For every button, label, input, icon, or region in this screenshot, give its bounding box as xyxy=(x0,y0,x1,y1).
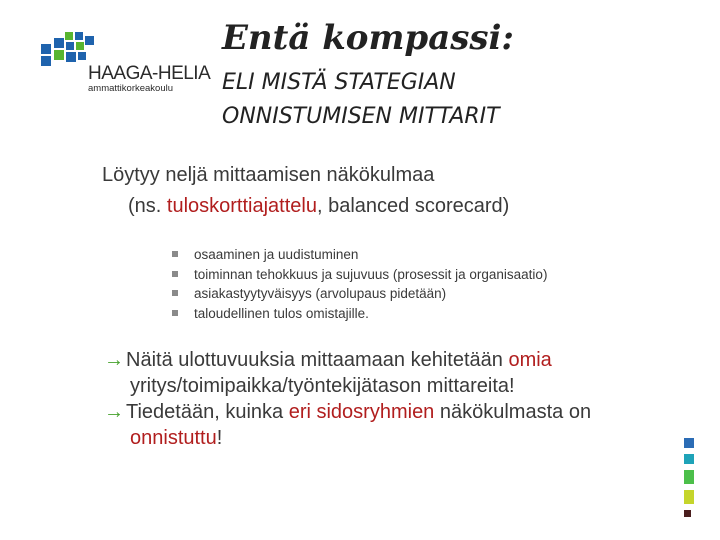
logo-name: HAAGA-HELIA xyxy=(88,63,211,84)
list-item xyxy=(172,284,547,304)
intro-text xyxy=(102,160,509,222)
square-bullet-icon xyxy=(172,290,178,296)
key-points xyxy=(104,347,591,451)
blue-square-icon xyxy=(684,438,694,448)
arrow-right-icon: → xyxy=(104,349,124,371)
list-item-text: osaaminen ja uudistuminen xyxy=(194,247,359,262)
list-item xyxy=(172,245,547,265)
intro-highlight: tuloskorttiajattelu xyxy=(166,195,317,217)
point-1-highlight: omia xyxy=(508,349,552,371)
list-item-text: asiakastyytyväisyys (arvolupaus pidetään) xyxy=(194,286,447,301)
slide-title: Entä kompassi: xyxy=(222,18,514,58)
intro-line-2 xyxy=(102,191,509,222)
list-item xyxy=(172,304,547,324)
scorecard-perspectives-list xyxy=(172,245,547,323)
point-2-text: Tiedetään, kuinka xyxy=(126,401,289,423)
square-bullet-icon xyxy=(172,310,178,316)
logo-mark-icon xyxy=(36,30,96,70)
green-square-icon xyxy=(684,470,694,484)
subtitle-line-1: ELI MISTÄ STATEGIAN xyxy=(222,70,456,95)
yellow-green-square-icon xyxy=(684,490,694,504)
square-bullet-icon xyxy=(172,251,178,257)
dark-square-icon xyxy=(684,510,691,517)
point-1 xyxy=(104,347,591,373)
list-item-text: toiminnan tehokkuus ja sujuvuus (prosessit ja organisaatio) xyxy=(194,266,548,282)
point-1-text: Näitä ulottuvuuksia mittaamaan kehitetään xyxy=(126,349,509,371)
point-2-text-end: näkökulmasta on xyxy=(434,401,592,423)
square-bullet-icon xyxy=(172,271,178,277)
teal-square-icon xyxy=(684,454,694,464)
subtitle-line-2: ONNISTUMISEN MITTARIT xyxy=(222,104,500,129)
point-1-continued: yritys/toimipaikka/työntekijätason mittareita! xyxy=(130,375,515,397)
slide-subtitle xyxy=(222,66,500,134)
point-2-continued xyxy=(104,425,591,451)
point-2-exclamation: ! xyxy=(216,427,223,449)
arrow-right-icon: → xyxy=(104,401,124,423)
point-2-highlight-2: onnistuttu xyxy=(130,427,217,449)
list-item xyxy=(172,265,547,285)
haaga-helia-logo xyxy=(36,30,211,100)
point-2 xyxy=(104,399,591,425)
logo-subtitle: ammattikorkeakoulu xyxy=(88,83,174,94)
point-2-highlight: eri sidosryhmien xyxy=(288,401,435,423)
list-item-text: taloudellinen tulos omistajille. xyxy=(194,305,369,321)
intro-suffix: , balanced scorecard) xyxy=(316,195,510,217)
decorative-color-squares xyxy=(684,438,694,523)
intro-prefix: (ns. xyxy=(128,195,167,217)
intro-line-1: Löytyy neljä mittaamisen näkökulmaa xyxy=(102,164,435,186)
